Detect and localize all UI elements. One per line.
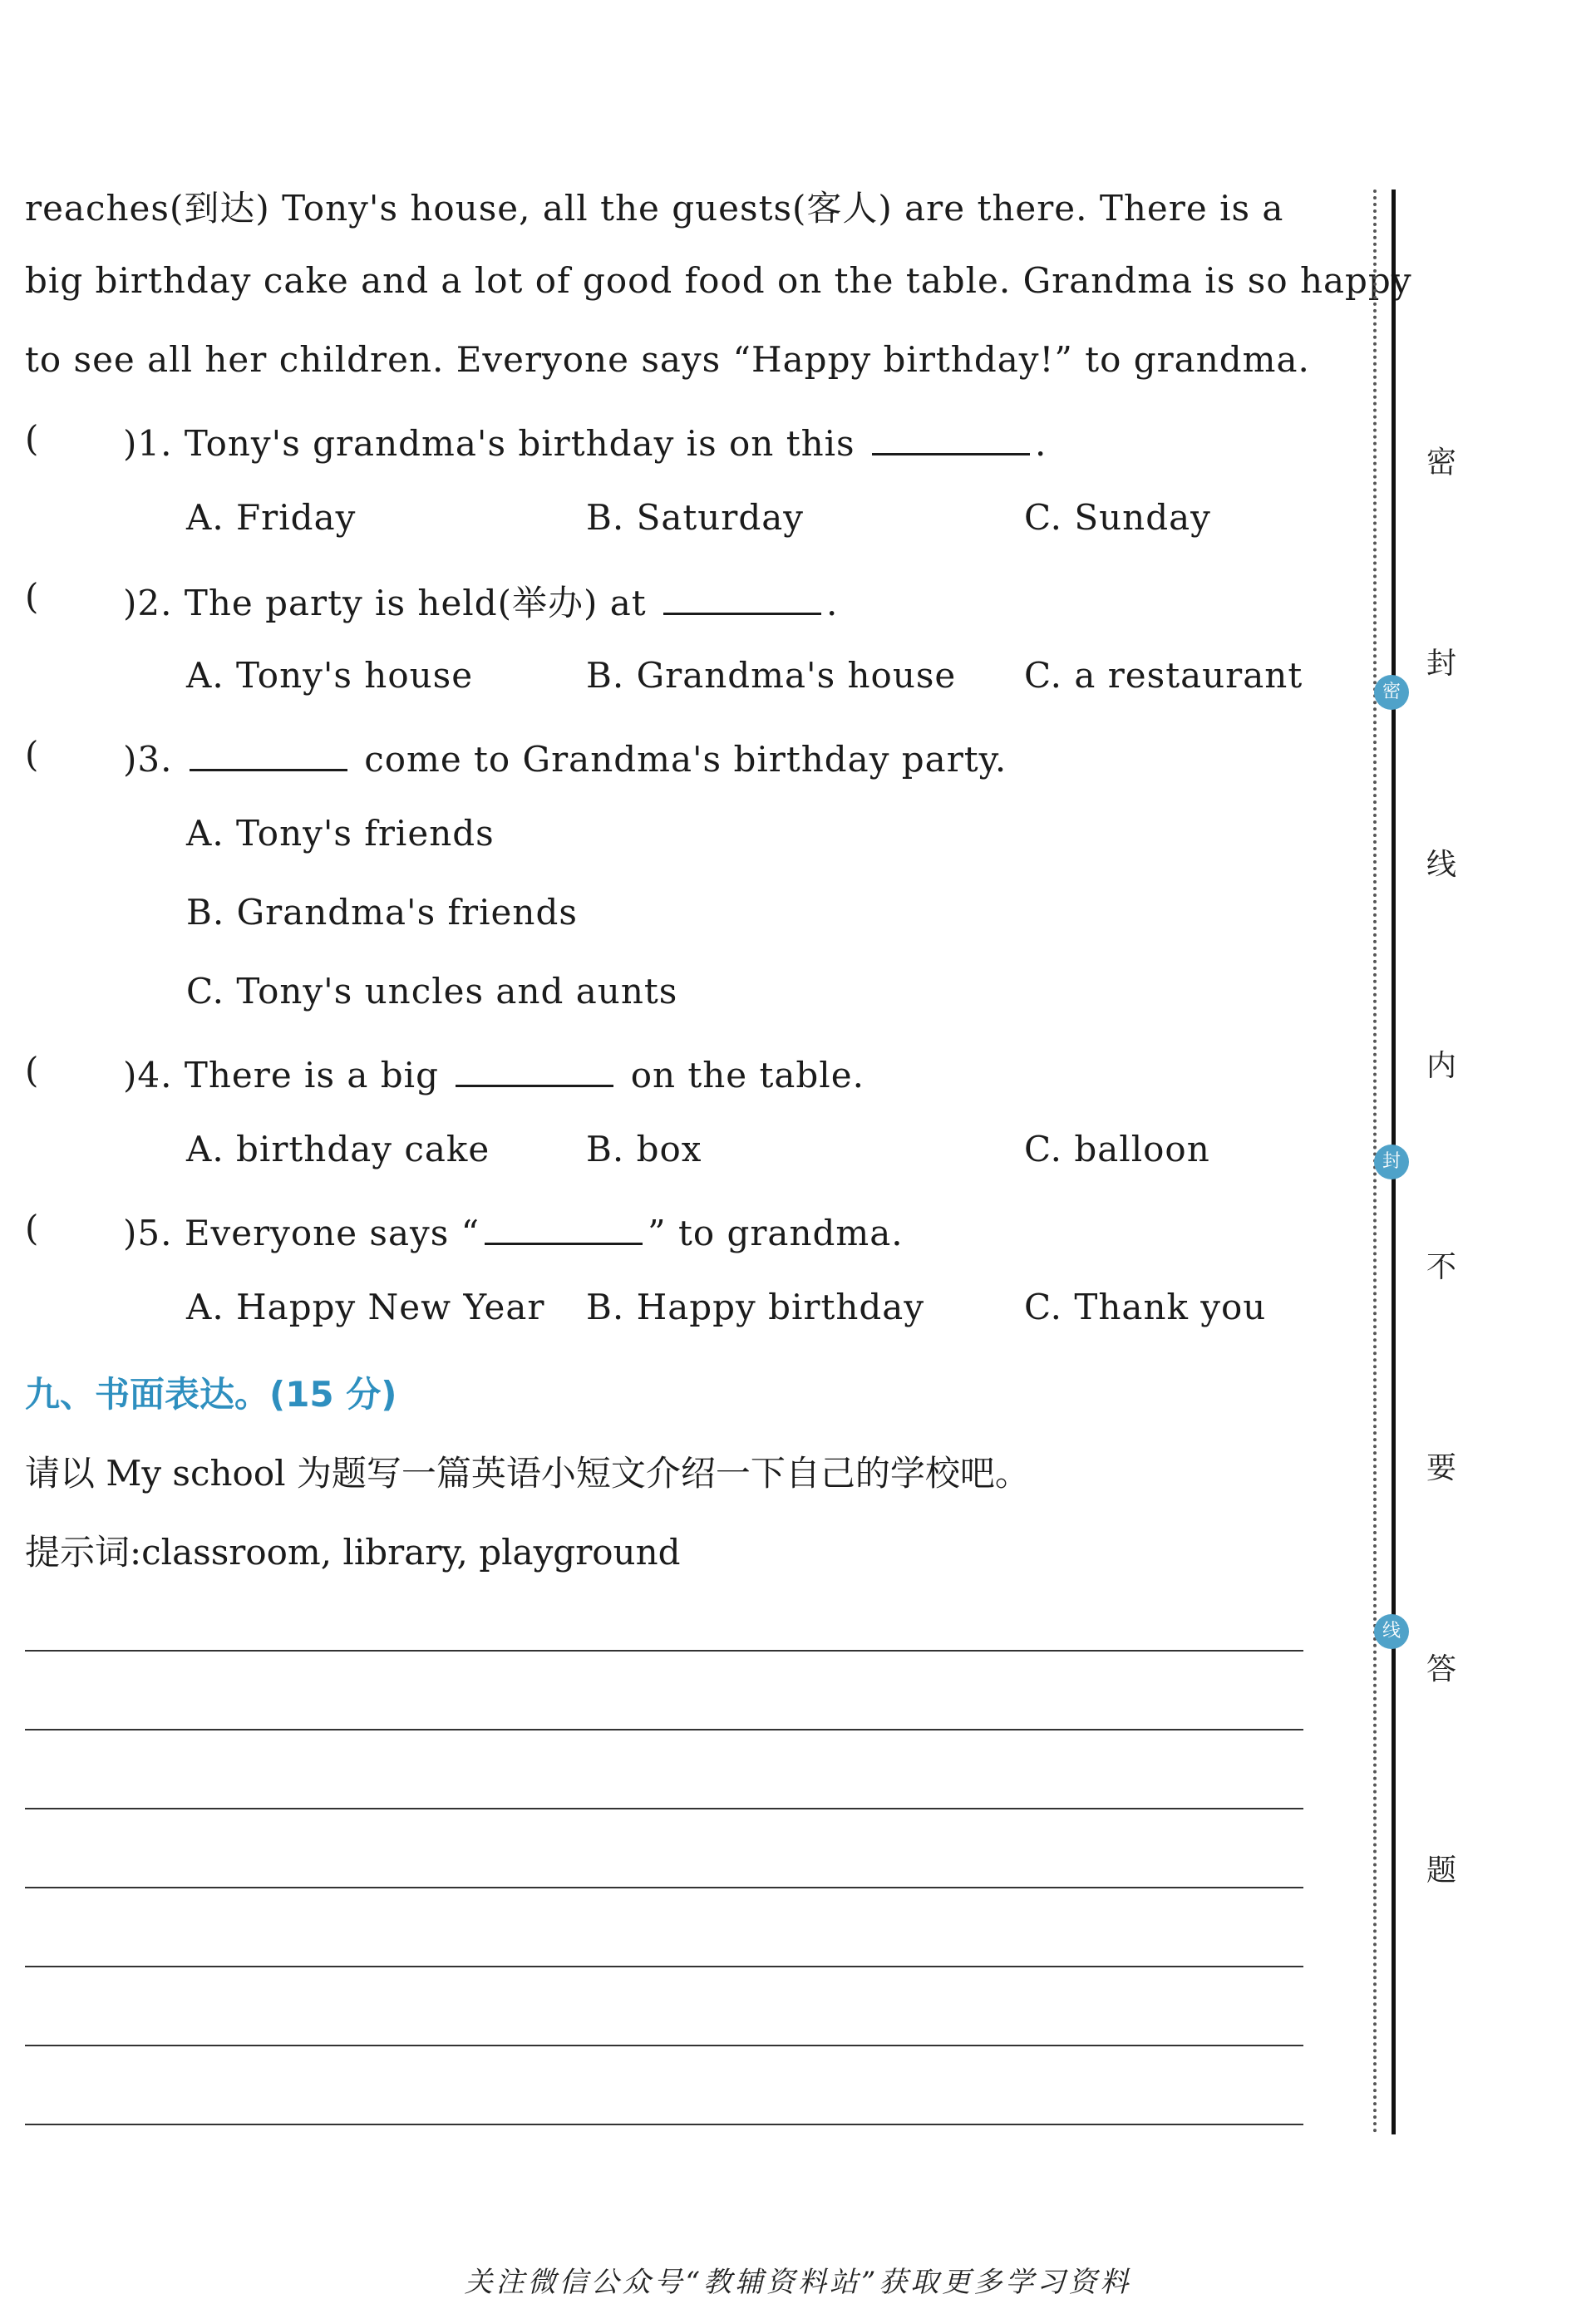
question-text: The party is held(举办) at (184, 583, 647, 623)
option-c: C. balloon (1024, 1129, 1210, 1169)
question-2-stem (123, 576, 838, 626)
option-a: A. Tony's friends (186, 813, 495, 854)
question-text-end: . (1034, 423, 1047, 464)
question-number: )1. (123, 423, 173, 464)
option-a: A. Tony's house (186, 655, 474, 696)
writing-line[interactable] (25, 1650, 1303, 1652)
question-4-stem (123, 1050, 864, 1095)
option-c: C. Sunday (1024, 497, 1211, 538)
question-1-stem (123, 418, 1047, 464)
option-b: B. Grandma's friends (186, 892, 578, 933)
writing-line[interactable] (25, 1729, 1303, 1730)
seal-char: 要 (1426, 1451, 1457, 1485)
answer-blank[interactable] (663, 578, 821, 615)
passage-line-2: big birthday cake and a lot of good food on the table. Grandma is so happy (25, 260, 1412, 301)
question-number: )4. (123, 1055, 173, 1095)
seal-badge: 封 (1374, 1145, 1409, 1179)
writing-line[interactable] (25, 2124, 1303, 2125)
answer-blank[interactable] (190, 734, 347, 771)
writing-hint: 提示词:classroom, library, playground (25, 1532, 681, 1573)
seal-badge: 线 (1374, 1614, 1409, 1649)
option-c: C. Thank you (1024, 1287, 1267, 1327)
option-b: B. box (586, 1129, 702, 1169)
option-b: B. Happy birthday (586, 1287, 925, 1327)
writing-line[interactable] (25, 1808, 1303, 1809)
seal-char: 封 (1426, 647, 1457, 681)
option-a: A. Happy New Year (186, 1287, 545, 1327)
question-text-end: on the table. (630, 1055, 864, 1095)
question-text-end: ” to grandma. (648, 1213, 904, 1253)
writing-line[interactable] (25, 1966, 1303, 1967)
seal-char: 题 (1426, 1854, 1457, 1888)
question-5-stem (123, 1208, 904, 1253)
passage-line-3: to see all her children. Everyone says “Happy birthday!” to grandma. (25, 339, 1310, 380)
question-number: )3. (123, 739, 173, 780)
question-text-end: come to Grandma's birthday party. (364, 739, 1007, 780)
option-b: B. Saturday (586, 497, 805, 538)
answer-paren: ( (25, 576, 39, 617)
answer-blank[interactable] (485, 1208, 643, 1245)
question-number: )2. (123, 583, 173, 623)
seal-char: 密 (1426, 446, 1457, 480)
option-b: B. Grandma's house (586, 655, 957, 696)
footer-watermark: 关注微信公众号“教辅资料站”获取更多学习资料 (464, 2266, 1132, 2299)
answer-paren: ( (25, 1050, 39, 1090)
question-text: Everyone says “ (184, 1213, 480, 1253)
seal-char: 答 (1426, 1652, 1457, 1686)
option-a: A. birthday cake (186, 1129, 490, 1169)
section-title: 九、书面表达。(15 分) (25, 1374, 397, 1415)
seal-badge: 密 (1374, 675, 1409, 710)
question-text-end: . (826, 583, 839, 623)
answer-blank[interactable] (456, 1050, 613, 1087)
option-c: C. Tony's uncles and aunts (186, 971, 678, 1012)
writing-line[interactable] (25, 2045, 1303, 2046)
writing-line[interactable] (25, 1887, 1303, 1888)
writing-instruction: 请以 My school 为题写一篇英语小短文介绍一下自己的学校吧。 (25, 1453, 1030, 1494)
answer-paren: ( (25, 418, 39, 459)
seal-char: 线 (1426, 848, 1457, 882)
question-text: Tony's grandma's birthday is on this (184, 423, 855, 464)
answer-paren: ( (25, 1208, 39, 1248)
option-a: A. Friday (186, 497, 357, 538)
seal-char: 不 (1426, 1250, 1457, 1284)
answer-paren: ( (25, 734, 39, 775)
option-c: C. a restaurant (1024, 655, 1303, 696)
question-number: )5. (123, 1213, 173, 1253)
question-3-stem (123, 734, 1007, 780)
passage-line-1: reaches(到达) Tony's house, all the guests(客人) are there. There is a (25, 188, 1284, 229)
answer-blank[interactable] (872, 418, 1030, 455)
question-text: There is a big (184, 1055, 439, 1095)
seal-char: 内 (1426, 1049, 1457, 1083)
